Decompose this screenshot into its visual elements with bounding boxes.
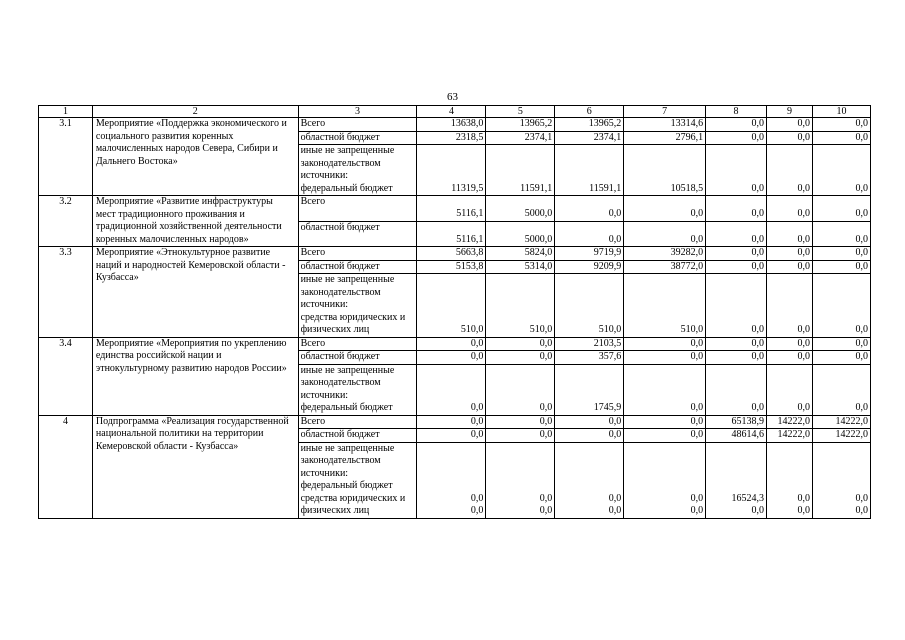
col-header: 2 [92, 106, 298, 118]
value-cell: 0,0 [486, 429, 555, 443]
value-cell: 0,0 [706, 118, 767, 132]
value-cell: 0,0 [555, 415, 624, 429]
value-cell: 5116,1 [417, 196, 486, 222]
funding-source-label: областной бюджет [298, 351, 417, 365]
value-cell: 1745,9 [555, 364, 624, 415]
value-cell: 11591,1 [486, 145, 555, 196]
header-row [39, 106, 871, 118]
value-cell: 0,0 [812, 118, 870, 132]
value-cell: 0,0 [706, 131, 767, 145]
value-cell: 0,0 0,0 [767, 442, 813, 518]
value-cell: 0,0 [624, 415, 706, 429]
value-cell: 5116,1 [417, 221, 486, 247]
funding-source-label: Всего [298, 337, 417, 351]
value-cell: 5000,0 [486, 221, 555, 247]
section-title: Мероприятие «Развитие инфраструктуры мест традиционного проживания и традиционной хозяйственной деятельности коренных малочисленных народов» [92, 196, 298, 247]
value-cell: 0,0 [624, 364, 706, 415]
section-number: 3.1 [39, 118, 93, 196]
col-header: 7 [624, 106, 706, 118]
value-cell: 0,0 [706, 364, 767, 415]
value-cell: 14222,0 [767, 429, 813, 443]
budget-table [38, 105, 871, 519]
value-cell: 0,0 [767, 131, 813, 145]
funding-source-label: иные не запрещенные законодательством источники: федеральный бюджет средства юридических и физических лиц [298, 442, 417, 518]
table-row [39, 337, 871, 351]
table-row [39, 247, 871, 261]
value-cell: 5000,0 [486, 196, 555, 222]
value-cell: 0,0 [417, 337, 486, 351]
funding-source-label: Всего [298, 415, 417, 429]
value-cell: 0,0 [767, 337, 813, 351]
col-header: 4 [417, 106, 486, 118]
section-number: 3.4 [39, 337, 93, 415]
value-cell: 0,0 [706, 221, 767, 247]
section-number: 3.2 [39, 196, 93, 247]
section-title: Мероприятие «Поддержка экономического и социального развития коренных малочисленных народов Севера, Сибири и Дальнего Востока» [92, 118, 298, 196]
page-number: 63 [447, 91, 458, 103]
value-cell: 0,0 [706, 274, 767, 338]
value-cell: 65138,9 [706, 415, 767, 429]
value-cell: 0,0 [624, 337, 706, 351]
table-row [39, 118, 871, 132]
value-cell: 0,0 [555, 196, 624, 222]
value-cell: 14222,0 [812, 429, 870, 443]
value-cell: 0,0 [812, 131, 870, 145]
value-cell: 0,0 0,0 [555, 442, 624, 518]
col-header: 5 [486, 106, 555, 118]
funding-source-label: областной бюджет [298, 221, 417, 247]
value-cell: 11591,1 [555, 145, 624, 196]
value-cell: 0,0 [812, 274, 870, 338]
funding-source-label: иные не запрещенные законодательством источники: средства юридических и физических лиц [298, 274, 417, 338]
value-cell: 510,0 [624, 274, 706, 338]
funding-source-label: Всего [298, 118, 417, 132]
value-cell: 0,0 [417, 351, 486, 365]
value-cell: 0,0 [767, 274, 813, 338]
section-title: Подпрограмма «Реализация государственной национальной политики на территории Кемеровской области - Кузбасса» [92, 415, 298, 518]
section-title: Мероприятие «Этнокультурное развитие наций и народностей Кемеровской области - Кузбасса» [92, 247, 298, 338]
value-cell: 0,0 [767, 260, 813, 274]
col-header: 6 [555, 106, 624, 118]
funding-source-label: областной бюджет [298, 131, 417, 145]
col-header: 3 [298, 106, 417, 118]
value-cell: 11319,5 [417, 145, 486, 196]
value-cell: 9209,9 [555, 260, 624, 274]
value-cell: 5314,0 [486, 260, 555, 274]
value-cell: 16524,3 0,0 [706, 442, 767, 518]
table-row [39, 415, 871, 429]
value-cell: 0,0 [812, 337, 870, 351]
value-cell: 2103,5 [555, 337, 624, 351]
table-row [39, 196, 871, 222]
value-cell: 13965,2 [555, 118, 624, 132]
value-cell: 0,0 [486, 337, 555, 351]
value-cell: 0,0 [767, 196, 813, 222]
value-cell: 0,0 [812, 247, 870, 261]
value-cell: 0,0 [767, 221, 813, 247]
value-cell: 2796,1 [624, 131, 706, 145]
value-cell: 39282,0 [624, 247, 706, 261]
funding-source-label: иные не запрещенные законодательством источники: федеральный бюджет [298, 145, 417, 196]
col-header: 1 [39, 106, 93, 118]
col-header: 9 [767, 106, 813, 118]
value-cell: 510,0 [486, 274, 555, 338]
value-cell: 0,0 [555, 221, 624, 247]
section-number: 4 [39, 415, 93, 518]
value-cell: 0,0 [706, 337, 767, 351]
col-header: 10 [812, 106, 870, 118]
value-cell: 2318,5 [417, 131, 486, 145]
value-cell: 5663,8 [417, 247, 486, 261]
section-title: Мероприятие «Мероприятия по укреплению единства российской нации и этнокультурному развитию народов России» [92, 337, 298, 415]
value-cell: 0,0 [486, 351, 555, 365]
value-cell: 2374,1 [486, 131, 555, 145]
value-cell: 0,0 0,0 [417, 442, 486, 518]
value-cell: 48614,6 [706, 429, 767, 443]
value-cell: 0,0 0,0 [812, 442, 870, 518]
value-cell: 510,0 [555, 274, 624, 338]
value-cell: 0,0 [624, 196, 706, 222]
value-cell: 0,0 [812, 351, 870, 365]
value-cell: 357,6 [555, 351, 624, 365]
value-cell: 0,0 [706, 351, 767, 365]
value-cell: 13965,2 [486, 118, 555, 132]
value-cell: 0,0 [767, 364, 813, 415]
value-cell: 0,0 [417, 364, 486, 415]
value-cell: 0,0 [812, 260, 870, 274]
funding-source-label: иные не запрещенные законодательством источники: федеральный бюджет [298, 364, 417, 415]
value-cell: 0,0 [706, 196, 767, 222]
funding-source-label: Всего [298, 196, 417, 222]
value-cell: 13314,6 [624, 118, 706, 132]
value-cell: 0,0 [812, 196, 870, 222]
value-cell: 9719,9 [555, 247, 624, 261]
value-cell: 14222,0 [812, 415, 870, 429]
value-cell: 38772,0 [624, 260, 706, 274]
value-cell: 2374,1 [555, 131, 624, 145]
value-cell: 0,0 [417, 429, 486, 443]
section-number: 3.3 [39, 247, 93, 338]
value-cell: 13638,0 [417, 118, 486, 132]
value-cell: 5153,8 [417, 260, 486, 274]
value-cell: 0,0 [812, 364, 870, 415]
value-cell: 0,0 [812, 145, 870, 196]
value-cell: 14222,0 [767, 415, 813, 429]
value-cell: 0,0 [706, 247, 767, 261]
funding-source-label: областной бюджет [298, 429, 417, 443]
value-cell: 0,0 [624, 429, 706, 443]
value-cell: 0,0 [624, 221, 706, 247]
value-cell: 0,0 [767, 118, 813, 132]
value-cell: 0,0 [767, 247, 813, 261]
value-cell: 0,0 0,0 [624, 442, 706, 518]
value-cell: 0,0 [417, 415, 486, 429]
col-header: 8 [706, 106, 767, 118]
value-cell: 0,0 [767, 145, 813, 196]
value-cell: 0,0 [706, 145, 767, 196]
value-cell: 0,0 [555, 429, 624, 443]
funding-source-label: Всего [298, 247, 417, 261]
value-cell: 0,0 [706, 260, 767, 274]
funding-source-label: областной бюджет [298, 260, 417, 274]
value-cell: 5824,0 [486, 247, 555, 261]
value-cell: 0,0 0,0 [486, 442, 555, 518]
value-cell: 0,0 [812, 221, 870, 247]
value-cell: 0,0 [767, 351, 813, 365]
value-cell: 510,0 [417, 274, 486, 338]
value-cell: 10518,5 [624, 145, 706, 196]
value-cell: 0,0 [486, 415, 555, 429]
value-cell: 0,0 [624, 351, 706, 365]
value-cell: 0,0 [486, 364, 555, 415]
